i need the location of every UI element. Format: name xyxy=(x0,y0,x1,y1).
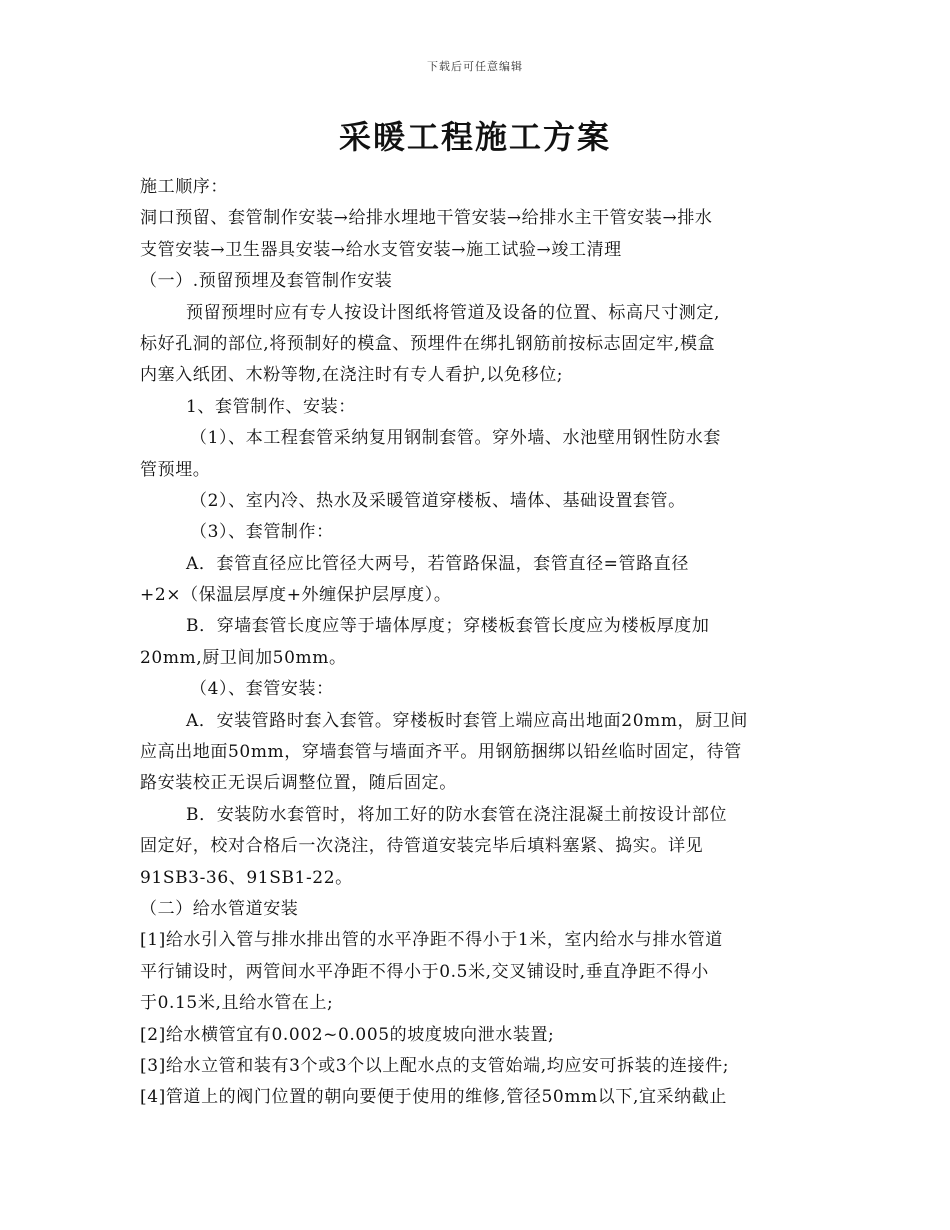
section-heading: （二）给水管道安装 xyxy=(140,898,299,919)
paragraph-line: +2×（保温层厚度+外缠保护层厚度）。 xyxy=(140,585,452,606)
paragraph-line: 洞口预留、套管制作安装→给排水埋地干管安装→给排水主干管安装→排水 xyxy=(140,208,713,229)
paragraph-line: （4）、套管安装： xyxy=(190,679,334,700)
paragraph-line: A．安装管路时套入套管。穿楼板时套管上端应高出地面20mm，厨卫间 xyxy=(186,710,748,731)
document-body xyxy=(140,172,816,1114)
paragraph-line: 20mm,厨卫间加50mm。 xyxy=(140,647,347,668)
paragraph-line: （1）、本工程套管采纳复用钢制套管。穿外墙、水池壁用钢性防水套 xyxy=(190,428,721,449)
paragraph-line: [4]管道上的阀门位置的朝向要便于使用的维修,管径50mm以下,宜采纳截止 xyxy=(140,1087,727,1108)
paragraph-line: 支管安装→卫生器具安装→给水支管安装→施工试验→竣工清理 xyxy=(140,239,622,260)
header-note: 下载后可任意编辑 xyxy=(427,60,523,73)
paragraph-line: 预留预埋时应有专人按设计图纸将管道及设备的位置、标高尺寸测定, xyxy=(186,302,721,323)
paragraph-line: B．安装防水套管时，将加工好的防水套管在浇注混凝土前按设计部位 xyxy=(186,804,728,825)
paragraph-line: 路安装校正无误后调整位置，随后固定。 xyxy=(140,773,457,794)
paragraph-line: 固定好，校对合格后一次浇注，待管道安装完毕后填料塞紧、捣实。详见 xyxy=(140,836,704,857)
paragraph-line: [3]给水立管和装有3个或3个以上配水点的支管始端,均应安可拆装的连接件; xyxy=(140,1055,730,1076)
paragraph-line: 于0.15米,且给水管在上; xyxy=(140,993,334,1014)
paragraph-line: 施工顺序： xyxy=(140,177,228,197)
paragraph-line: 应高出地面50mm，穿墙套管与墙面齐平。用钢筋捆绑以铅丝临时固定，待管 xyxy=(140,742,742,763)
paragraph-line: [1]给水引入管与排水排出管的水平净距不得小于1米，室内给水与排水管道 xyxy=(140,930,723,951)
paragraph-line: 平行铺设时，两管间水平净距不得小于0.5米,交叉铺设时,垂直净距不得小 xyxy=(140,961,709,982)
paragraph-line: [2]给水横管宜有0.002~0.005的坡度坡向泄水装置; xyxy=(140,1024,555,1045)
paragraph-line: A．套管直径应比管径大两号，若管路保温，套管直径=管路直径 xyxy=(186,553,689,574)
paragraph-line: （3）、套管制作： xyxy=(190,522,334,543)
subsection-heading: 1、套管制作、安装： xyxy=(186,396,356,417)
paragraph-line: B．穿墙套管长度应等于墙体厚度；穿楼板套管长度应为楼板厚度加 xyxy=(186,616,710,637)
section-heading: （一）.预留预埋及套管制作安装 xyxy=(140,271,393,292)
paragraph-line: 内塞入纸团、木粉等物,在浇注时有专人看护,以免移位; xyxy=(140,365,564,386)
paragraph-line: 管预埋。 xyxy=(140,459,211,480)
paragraph-line: （2）、室内冷、热水及采暖管道穿楼板、墙体、基础设置套管。 xyxy=(190,490,686,511)
paragraph-line: 91SB3-36、91SB1-22。 xyxy=(140,867,353,888)
paragraph-line: 标好孔洞的部位,将预制好的模盒、预埋件在绑扎钢筋前按标志固定牢,模盒 xyxy=(140,333,716,354)
document-title: 采暖工程施工方案 xyxy=(338,118,611,156)
